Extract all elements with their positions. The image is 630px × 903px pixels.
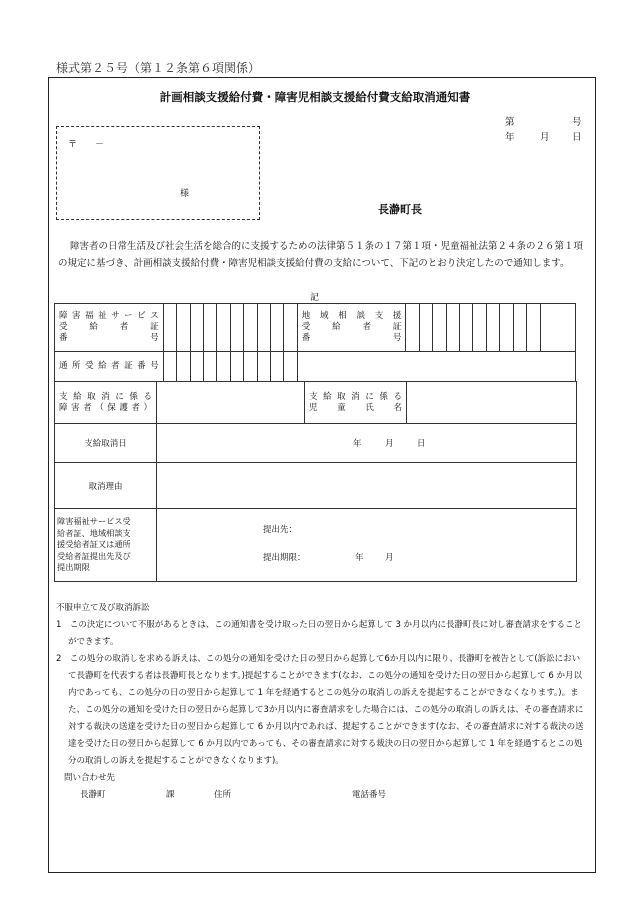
community-cert-margin	[540, 304, 576, 352]
day-service-cert-digit[interactable]	[244, 352, 257, 382]
child-name-field[interactable]	[407, 382, 577, 424]
community-cert-label-line1: 地域相談支援	[301, 311, 402, 321]
welfare-cert-digit[interactable]	[203, 304, 216, 352]
submit-label-line2: 給者証、地域相談支	[57, 527, 131, 538]
submit-label	[55, 509, 157, 582]
submit-to-label: 提出先：	[263, 525, 298, 535]
doc-number-go: 号	[572, 117, 582, 128]
ki-heading: 記	[310, 293, 320, 303]
day-service-cert-digit[interactable]	[163, 352, 176, 382]
reason-field[interactable]	[157, 463, 577, 509]
community-cert-label-line2: 受 給 者 証	[301, 322, 402, 332]
welfare-cert-digit[interactable]	[217, 304, 230, 352]
inquiry-label: 問い合わせ先	[64, 773, 116, 783]
submit-label-line1: 障害福祉サービス受	[57, 516, 131, 527]
child-label-line2: 児 童 氏 名	[309, 402, 402, 413]
welfare-cert-digit[interactable]	[177, 304, 190, 352]
document-title: 計画相談支援給付費・障害児相談支援給付費支給取消通知書	[159, 90, 471, 104]
day-service-cert-digit[interactable]	[177, 352, 190, 382]
form-label: 様式第２５号（第１２条第６項関係）	[56, 61, 261, 75]
welfare-cert-label-line2: 受 給 者 証	[59, 322, 159, 332]
doc-date-year: 年	[505, 132, 515, 143]
submit-label-line4: 受給者証提出先及び	[57, 550, 131, 561]
inquiry-address: 住所	[214, 790, 232, 800]
day-service-cert-digit[interactable]	[217, 352, 230, 382]
submit-deadline-year: 年	[355, 553, 364, 563]
person-name-field[interactable]	[157, 382, 305, 424]
welfare-cert-digit[interactable]	[163, 304, 176, 352]
day-service-cert-digit[interactable]	[284, 352, 297, 382]
day-service-cert-digit[interactable]	[230, 352, 243, 382]
inquiry-town: 長瀞町	[80, 790, 106, 800]
appeal-heading: 不服申立て及び取消訴訟	[56, 603, 150, 613]
community-cert-digit[interactable]	[527, 304, 540, 352]
doc-number-dai: 第	[505, 117, 515, 128]
submit-deadline-label: 提出期限：	[263, 553, 306, 563]
welfare-cert-digit[interactable]	[230, 304, 243, 352]
cancel-date-year: 年	[353, 439, 362, 449]
cert-number-table	[54, 303, 576, 382]
welfare-cert-digit[interactable]	[284, 304, 297, 352]
child-label	[305, 382, 407, 424]
community-cert-digit[interactable]	[419, 304, 432, 352]
person-label-line2: 障害者（保護者）	[59, 402, 152, 413]
doc-date-day: 日	[572, 132, 582, 143]
welfare-cert-digit[interactable]	[257, 304, 270, 352]
postal-code-mark: 〒 －	[68, 140, 105, 150]
community-cert-digit[interactable]	[473, 304, 486, 352]
cancel-date-label: 支給取消日	[55, 424, 157, 463]
inquiry-ka: 課	[166, 790, 175, 800]
child-label-line1: 支給取消に係る	[309, 391, 402, 402]
community-cert-digit[interactable]	[446, 304, 459, 352]
submit-deadline-month: 月	[385, 553, 394, 563]
cancel-detail-table	[54, 381, 577, 582]
submit-field[interactable]	[157, 509, 577, 582]
community-cert-digit[interactable]	[500, 304, 513, 352]
day-service-cert-blank	[297, 352, 575, 382]
day-service-cert-digit[interactable]	[257, 352, 270, 382]
community-cert-digit[interactable]	[513, 304, 526, 352]
appeal-notes	[56, 600, 586, 804]
inquiry-phone: 電話番号	[352, 790, 387, 800]
person-label-line1: 支給取消に係る	[59, 391, 152, 402]
day-service-cert-digit[interactable]	[203, 352, 216, 382]
community-cert-label-line3: 番 号	[301, 333, 402, 343]
submit-label-line5: 提出期限	[57, 562, 90, 573]
reason-label: 取消理由	[55, 463, 157, 509]
submit-label-line3: 援受給者証又は通所	[57, 539, 131, 550]
issuer-name: 長瀞町長	[378, 203, 422, 216]
welfare-cert-digit[interactable]	[270, 304, 283, 352]
recipient-sama: 様	[180, 189, 190, 199]
appeal-item-1: 1 この決定について不服があるときは、この通知書を受け取った日の翌日から起算して 3 か月以内に長瀞町長に対し審査請求をすることができます。	[56, 620, 583, 647]
welfare-cert-label-line3: 番 号	[59, 333, 159, 343]
community-cert-label	[297, 304, 406, 352]
cancel-date-field[interactable]	[157, 424, 577, 463]
welfare-cert-digit[interactable]	[190, 304, 203, 352]
welfare-cert-digit[interactable]	[244, 304, 257, 352]
welfare-cert-label-line1: 障害福祉サービス	[59, 311, 159, 321]
community-cert-digit[interactable]	[406, 304, 419, 352]
day-service-cert-digit[interactable]	[190, 352, 203, 382]
community-cert-digit[interactable]	[433, 304, 446, 352]
person-label	[55, 382, 157, 424]
day-service-cert-digit[interactable]	[270, 352, 283, 382]
appeal-item-2: 2 この処分の取消しを求める訴えは、この処分の通知を受けた日の翌日から起算して6か月以内に限り、長瀞町を被告として(訴訟において長瀞町を代表する者は長瀞町長となります。)提起することができます(なお、この処分の通知を受けた日の翌日から起算して 6 か月以内であっても、この処分の日の翌日から起算して 1 年を経過するとこの処分の取消しの訴えを提起することができなくなります。)。また、この処分の通知を受けた日の翌日から起算して3か月以内に審査請求をした場合には、この処分の取消しの訴えは、その審査請求に対する裁決の送達を受けた日の翌日から起算して 6 か月以内であれば、提起することができます(なお、その審査請求に対する裁決の送達を受けた日の翌日から起算して 6 か月以内であっても、その審査請求に対する裁決の日の翌日から起算して 1 年を経過するとこの処分の取消しの訴えを提起することができなくなります)。	[56, 654, 584, 766]
cancel-date-month: 月	[385, 439, 394, 449]
community-cert-digit[interactable]	[486, 304, 499, 352]
doc-date-month: 月	[540, 132, 550, 143]
welfare-cert-label	[55, 304, 164, 352]
day-service-cert-label: 通所受給者証番号	[55, 352, 164, 382]
inquiry-row	[56, 787, 586, 804]
cancel-date-day: 日	[417, 439, 426, 449]
community-cert-digit[interactable]	[460, 304, 473, 352]
intro-paragraph: 障害者の日常生活及び社会生活を総合的に支援するための法律第５１条の１７第１項・児童福祉法第２４条の２６第１項の規定に基づき、計画相談支援給付費・障害児相談支援給付費の支給について、下記のとおり決定したので通知します。	[58, 241, 584, 269]
